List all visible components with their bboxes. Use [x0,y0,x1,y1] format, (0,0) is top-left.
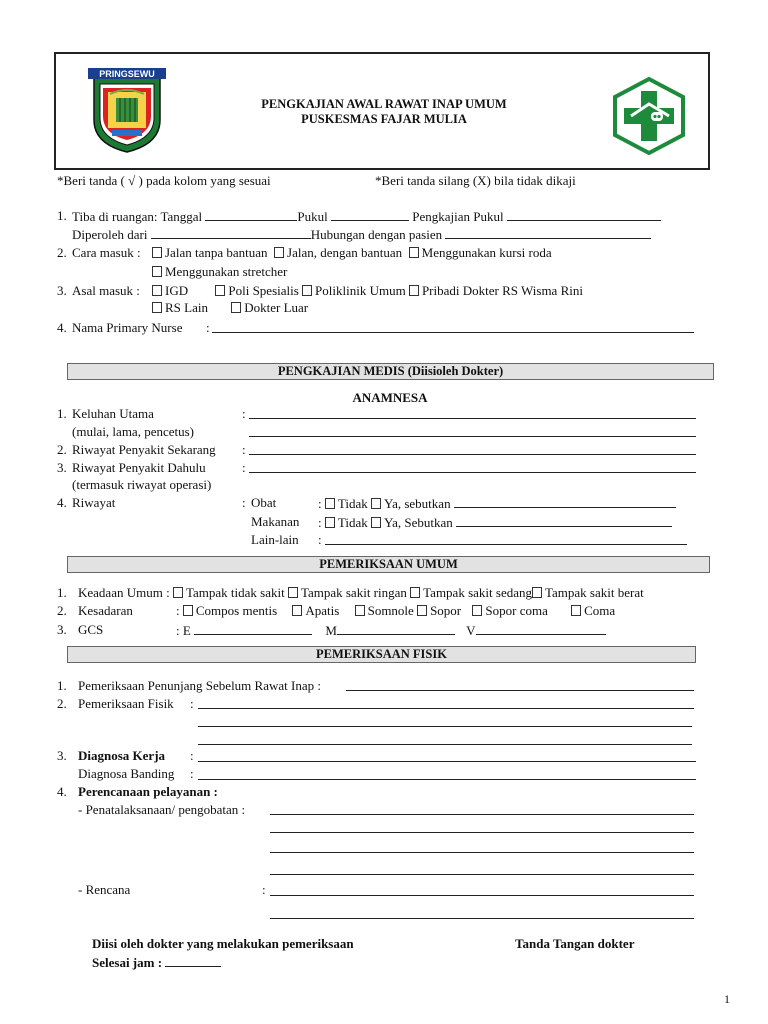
section-physical-exam: PEMERIKSAAN FISIK [67,646,696,663]
checkbox[interactable] [571,605,581,616]
finished-time-field[interactable] [165,954,221,967]
past-illness-sub: (termasuk riwayat operasi) [72,477,212,492]
item-number: 1. [57,678,67,693]
checkbox[interactable] [152,266,162,277]
option-label: Sopor [430,603,462,618]
treatment-field-4[interactable] [270,874,694,875]
plan-field-2[interactable] [270,918,694,919]
treatment-field-3[interactable] [270,852,694,853]
relationship-field[interactable] [445,226,651,239]
item-number: 2. [57,442,67,457]
colon: : [176,603,180,618]
checkbox[interactable] [325,517,335,528]
colon: : [318,496,322,511]
entry-options-row2 [152,264,287,280]
checkbox[interactable] [410,587,420,598]
checkbox[interactable] [231,302,241,313]
origin-label: Asal masuk : [72,283,140,298]
clinic-name: PUSKESMAS FAJAR MULIA [301,112,467,126]
service-plan-label: Perencanaan pelayanan : [78,784,218,799]
finished-time-row [92,954,221,971]
origin-options-row2 [152,300,308,316]
arrival-time-field[interactable] [331,208,409,221]
option-label: Tidak [337,496,368,511]
consciousness-options [176,603,615,619]
other-history-field[interactable] [325,544,687,545]
plan-field-1[interactable] [270,895,694,896]
checkbox[interactable] [152,285,162,296]
item-number: 1. [57,406,67,421]
checkbox[interactable] [292,605,302,616]
current-illness-label: Riwayat Penyakit Sekarang [72,442,216,457]
colon: : [318,515,322,530]
past-illness-field[interactable] [249,472,696,473]
item-number: 2. [57,696,67,711]
obtained-from-label: Diperoleh dari [72,227,148,242]
checkbox[interactable] [215,285,225,296]
option-label: Tampak sakit berat [544,585,644,600]
differential-diagnosis-label: Diagnosa Banding [78,766,175,781]
item-number: 3. [57,622,67,637]
checkbox[interactable] [371,517,381,528]
checkbox[interactable] [288,587,298,598]
physical-exam-field-1[interactable] [198,708,694,709]
arrival-time-label: Pukul [297,209,328,224]
option-label: Jalan, dengan bantuan [287,245,403,260]
instruction-check: *Beri tanda ( √ ) pada kolom yang sesuai [57,173,271,188]
colon: : [190,696,194,711]
colon: : [318,532,322,547]
assessment-time-label: Pengkajian Pukul [412,209,504,224]
option-label: Poliklinik Umum [315,283,406,298]
colon: : [206,320,210,335]
checkbox[interactable] [325,498,335,509]
checkbox[interactable] [302,285,312,296]
gcs-eye-field[interactable] [194,622,312,635]
item-number: 2. [57,245,67,260]
option-label: Coma [584,603,616,618]
origin-options-row1 [152,283,583,299]
drug-history-label: Obat [251,495,277,510]
past-illness-label: Riwayat Penyakit Dahulu [72,460,206,475]
treatment-label: - Penatalaksanaan/ pengobatan : [78,802,246,817]
option-label: Sopor coma [485,603,548,618]
gcs-label: GCS [78,622,104,637]
working-diagnosis-label: Diagnosa Kerja [78,748,166,763]
option-label: Compos mentis [195,603,278,618]
checkbox[interactable] [532,587,542,598]
item-number: 1. [57,208,67,223]
option-label: Pribadi Dokter RS Wisma Rini [421,283,583,298]
drug-history-field[interactable] [454,495,676,508]
form-title: PENGKAJIAN AWAL RAWAT INAP UMUM [261,97,507,111]
gcs-row [176,622,606,639]
option-label: Poli Spesialis [228,283,299,298]
colon: : [242,442,246,457]
option-label: Menggunakan kursi roda [421,245,552,260]
physical-exam-label: Pemeriksaan Fisik [78,696,174,711]
supporting-exam-field[interactable] [346,690,694,691]
item-number: 2. [57,603,67,618]
gcs-motor-field[interactable] [337,622,455,635]
colon: : [242,406,246,421]
supporting-exam-label: Pemeriksaan Penunjang Sebelum Rawat Inap : [78,678,321,693]
instruction-cross: *Beri tanda silang (X) bila tidak dikaji [375,173,576,188]
checkbox[interactable] [417,605,427,616]
plan-label: - Rencana [78,882,131,897]
option-label: RS Lain [165,300,208,315]
option-label: Tampak sakit ringan [300,585,407,600]
gcs-eye-label: : E [176,623,191,638]
relationship-label: Hubungan dengan pasien [310,227,443,242]
page-number: 1 [724,992,730,1006]
item-number: 4. [57,495,67,510]
puskesmas-logo [611,76,687,156]
colon: : [242,495,246,510]
option-label: Menggunakan stretcher [165,264,288,279]
colon: : [190,748,194,763]
checkbox[interactable] [355,605,365,616]
option-label: Somnole [367,603,414,618]
checkbox[interactable] [409,285,419,296]
option-label: Ya, sebutkan [384,496,451,511]
assessment-time-field[interactable] [507,208,661,221]
colon: : [242,460,246,475]
option-label: Tidak [337,515,368,530]
current-illness-field[interactable] [249,454,696,455]
checkbox[interactable] [409,247,419,258]
treatment-field-2[interactable] [270,832,694,833]
general-condition-row [78,585,644,601]
entry-method-label: Cara masuk : [72,245,141,260]
finished-time-label: Selesai jam : [92,955,163,970]
section-medical: PENGKAJIAN MEDIS (Diisioleh Dokter) [67,363,714,380]
chief-complaint-sub: (mulai, lama, pencetus) [72,424,195,439]
physical-exam-field-2[interactable] [198,726,692,727]
gcs-verbal-label: V [466,623,476,638]
arrival-row [72,208,661,225]
consciousness-label: Kesadaran [78,603,133,618]
colon: : [262,882,266,897]
food-history-field[interactable] [456,514,672,527]
checkbox[interactable] [152,302,162,313]
arrival-date-field[interactable] [205,208,297,221]
gcs-motor-label: M [325,623,337,638]
drug-history-options [318,495,676,512]
obtained-from-field[interactable] [151,226,311,239]
checkbox[interactable] [173,587,183,598]
option-label: Dokter Luar [244,300,309,315]
general-condition-label: Keadaan Umum : [78,585,170,600]
checkbox[interactable] [152,247,162,258]
chief-complaint-field[interactable] [249,418,696,419]
item-number: 3. [57,460,67,475]
item-number: 4. [57,320,67,335]
checkbox[interactable] [472,605,482,616]
signature-label: Tanda Tangan dokter [515,936,635,951]
treatment-field-1[interactable] [270,814,694,815]
option-label: Tampak sakit sedang [423,585,532,600]
option-label: Ya, Sebutkan [384,515,453,530]
item-number: 3. [57,748,67,763]
primary-nurse-field[interactable] [212,332,694,333]
food-history-label: Makanan [251,514,300,529]
option-label: Apatis [305,603,340,618]
gcs-verbal-field[interactable] [476,622,606,635]
differential-diagnosis-field[interactable] [198,779,696,780]
item-number: 4. [57,784,67,799]
item-number: 1. [57,585,67,600]
chief-complaint-label: Keluhan Utama [72,406,154,421]
primary-nurse-label: Nama Primary Nurse [72,320,183,335]
chief-complaint-field-2[interactable] [249,436,696,437]
working-diagnosis-field[interactable] [198,761,696,762]
other-history-label: Lain-lain [251,532,299,547]
checkbox[interactable] [274,247,284,258]
item-number: 3. [57,283,67,298]
svg-text:PRINGSEWU: PRINGSEWU [99,69,155,79]
filled-by-note: Diisi oleh dokter yang melakukan pemeriksaan [92,936,354,951]
option-label: Tampak tidak sakit [185,585,285,600]
section-general-exam: PEMERIKSAAN UMUM [67,556,710,573]
checkbox[interactable] [183,605,193,616]
food-history-options [318,514,672,531]
arrival-date-label: Tiba di ruangan: Tanggal [72,209,203,224]
history-label: Riwayat [72,495,116,510]
obtained-row [72,226,651,243]
entry-options-row1 [152,245,552,261]
checkbox[interactable] [371,498,381,509]
physical-exam-field-3[interactable] [198,744,692,745]
option-label: Jalan tanpa bantuan [165,245,268,260]
anamnesa-heading: ANAMNESA [352,390,428,405]
option-label: IGD [165,283,189,298]
colon: : [190,766,194,781]
